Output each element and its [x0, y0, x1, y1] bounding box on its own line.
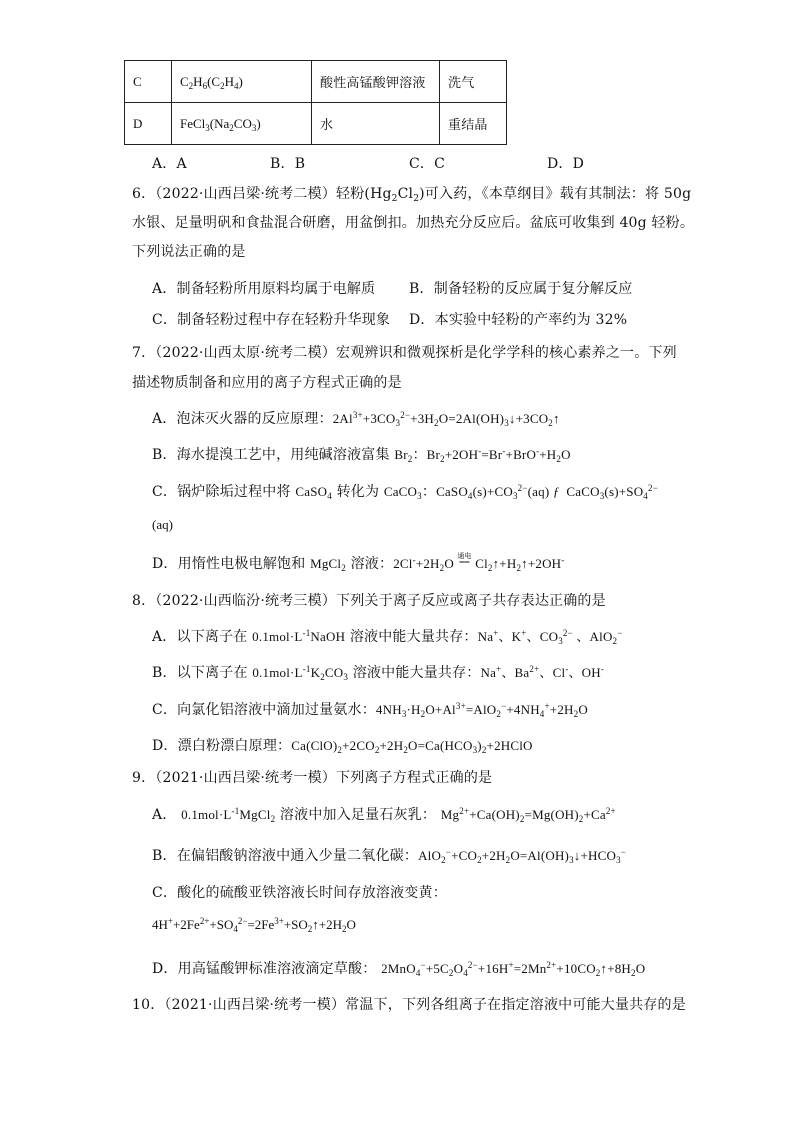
question-9-option-b: B．在偏铝酸钠溶液中通入少量二氧化碳：$AlO_2^-+CO_2+2H_2O=Al(OH)_3↓+HCO_3^-$	[152, 847, 627, 865]
table-cell: 重结晶	[440, 103, 507, 145]
table-cell: 酸性高锰酸钾溶液	[312, 61, 440, 103]
question-6-stem-line-1: 6．（2022·山西吕梁·统考二模）轻粉$(Hg_2Cl_2)$可入药，《本草纲目》载有其制法：将 50g	[132, 186, 692, 204]
answer-option-a: A．A	[152, 156, 187, 172]
question-6-option-d: D．本实验中轻粉的产率约为 32%	[409, 312, 628, 328]
question-7-stem-line-1: 7．（2022·山西太原·统考二模）宏观辨识和微观探析是化学学科的核心素养之一。下列	[132, 345, 677, 361]
question-9-option-d: D．用高锰酸钾标准溶液滴定草酸： $2MnO_4^-+5C_2O_4^{2-}+16H^+=2Mn^{2+}+10CO_2↑+8H_2O$	[152, 960, 646, 978]
answer-option-d: D．D	[547, 156, 585, 172]
question-8-option-a: A．以下离子在 $0.1mol\cdot L^{-1}NaOH$ 溶液中能大量共存：Na+、K+、$CO_3^{2-}$ 、AlO$_2$−	[152, 628, 623, 646]
options-table	[124, 60, 507, 145]
table-row	[125, 103, 507, 145]
question-9-stem: 9．（2021·山西吕梁·统考一模）下列离子方程式正确的是	[132, 770, 493, 786]
question-6-stem-line-2: 水银、足量明矾和食盐混合研磨，用盆倒扣。加热充分反应后。盆底可收集到 40g 轻粉。	[132, 215, 695, 231]
question-6-stem-line-3: 下列说法正确的是	[132, 244, 246, 260]
answer-option-b: B．B	[270, 156, 306, 172]
question-9-option-c-equation: $4H^++2Fe^{2+}+SO_4^{2-}=2Fe^{3+}+SO_2↑+2H_2O$	[152, 916, 356, 934]
question-9-option-a: A． $0.1mol\cdot L^{-1}MgCl_2$ 溶液中加入足量石灰乳： $Mg^{2+}+Ca(OH)_2=Mg(OH)_2+Ca^{2+}$	[152, 806, 616, 824]
question-7-option-c-continued: (aq)	[152, 517, 173, 532]
table-cell: C	[125, 61, 172, 103]
table-cell: $FeCl_3(Na_2CO_3)$	[172, 103, 312, 145]
question-7-option-a: A．泡沫灭火器的反应原理：$2Al^{3+}+3CO_3^{2-}+3H_2O=2Al(OH)_3↓+3CO_2↑$	[152, 410, 560, 428]
question-8-option-b: B．以下离子在 $0.1mol\cdot L^{-1}K_2CO_3$ 溶液中能大量共存：Na+、$Ba^{2+}$、Cl-、OH-	[152, 664, 605, 682]
question-6-option-a: A．制备轻粉所用原料均属于电解质	[152, 281, 376, 297]
question-6-option-b: B．制备轻粉的反应属于复分解反应	[409, 281, 633, 297]
table-cell: D	[125, 103, 172, 145]
table-cell: $C_2H_6(C_2H_4)$	[172, 61, 312, 103]
question-10-stem: 10．（2021·山西吕梁·统考一模）常温下，下列各组离子在指定溶液中可能大量共存的是	[132, 997, 686, 1013]
question-7-stem-line-2: 描述物质制备和应用的离子方程式正确的是	[132, 375, 402, 391]
question-7-option-b: B．海水提溴工艺中，用纯碱溶液富集 $Br_2$：$Br_2+2OH^-=Br^-+BrO^-+H_2O$	[152, 446, 571, 464]
question-8-option-c: C．向氯化铝溶液中滴加过量氨水：$4NH_3\cdot H_2O+Al^{3+}=AlO_2^-+4NH_4^++2H_2O$	[152, 701, 588, 719]
table-row	[125, 61, 507, 103]
table-cell: 水	[312, 103, 440, 145]
question-6-option-c: C．制备轻粉过程中存在轻粉升华现象	[152, 312, 391, 328]
question-7-option-d: D．用惰性电极电解饱和 MgCl$_2$ 溶液：$2Cl^-+2H_2O$ 通电 ══ $Cl_2↑+H_2↑+2OH^-$	[152, 552, 565, 573]
answer-option-c: C．C	[409, 156, 446, 172]
question-9-option-c: C．酸化的硫酸亚铁溶液长时间存放溶液变黄：	[152, 885, 447, 901]
question-8-stem: 8．（2022·山西临汾·统考三模）下列关于离子反应或离子共存表达正确的是	[132, 593, 606, 609]
question-7-option-c: C．锅炉除垢过程中将 CaSO$_4$ 转化为 CaCO$_3$：$CaSO_4(s)+CO_3^{2-}(aq)$ ƒ $CaCO_3(s)+SO_4^{2-}$	[152, 483, 658, 501]
table-cell: 洗气	[440, 61, 507, 103]
question-8-option-d: D．漂白粉漂白原理：$Ca(ClO)_2+2CO_2+2H_2O=Ca(HCO_3)_2+2HClO$	[152, 738, 533, 755]
